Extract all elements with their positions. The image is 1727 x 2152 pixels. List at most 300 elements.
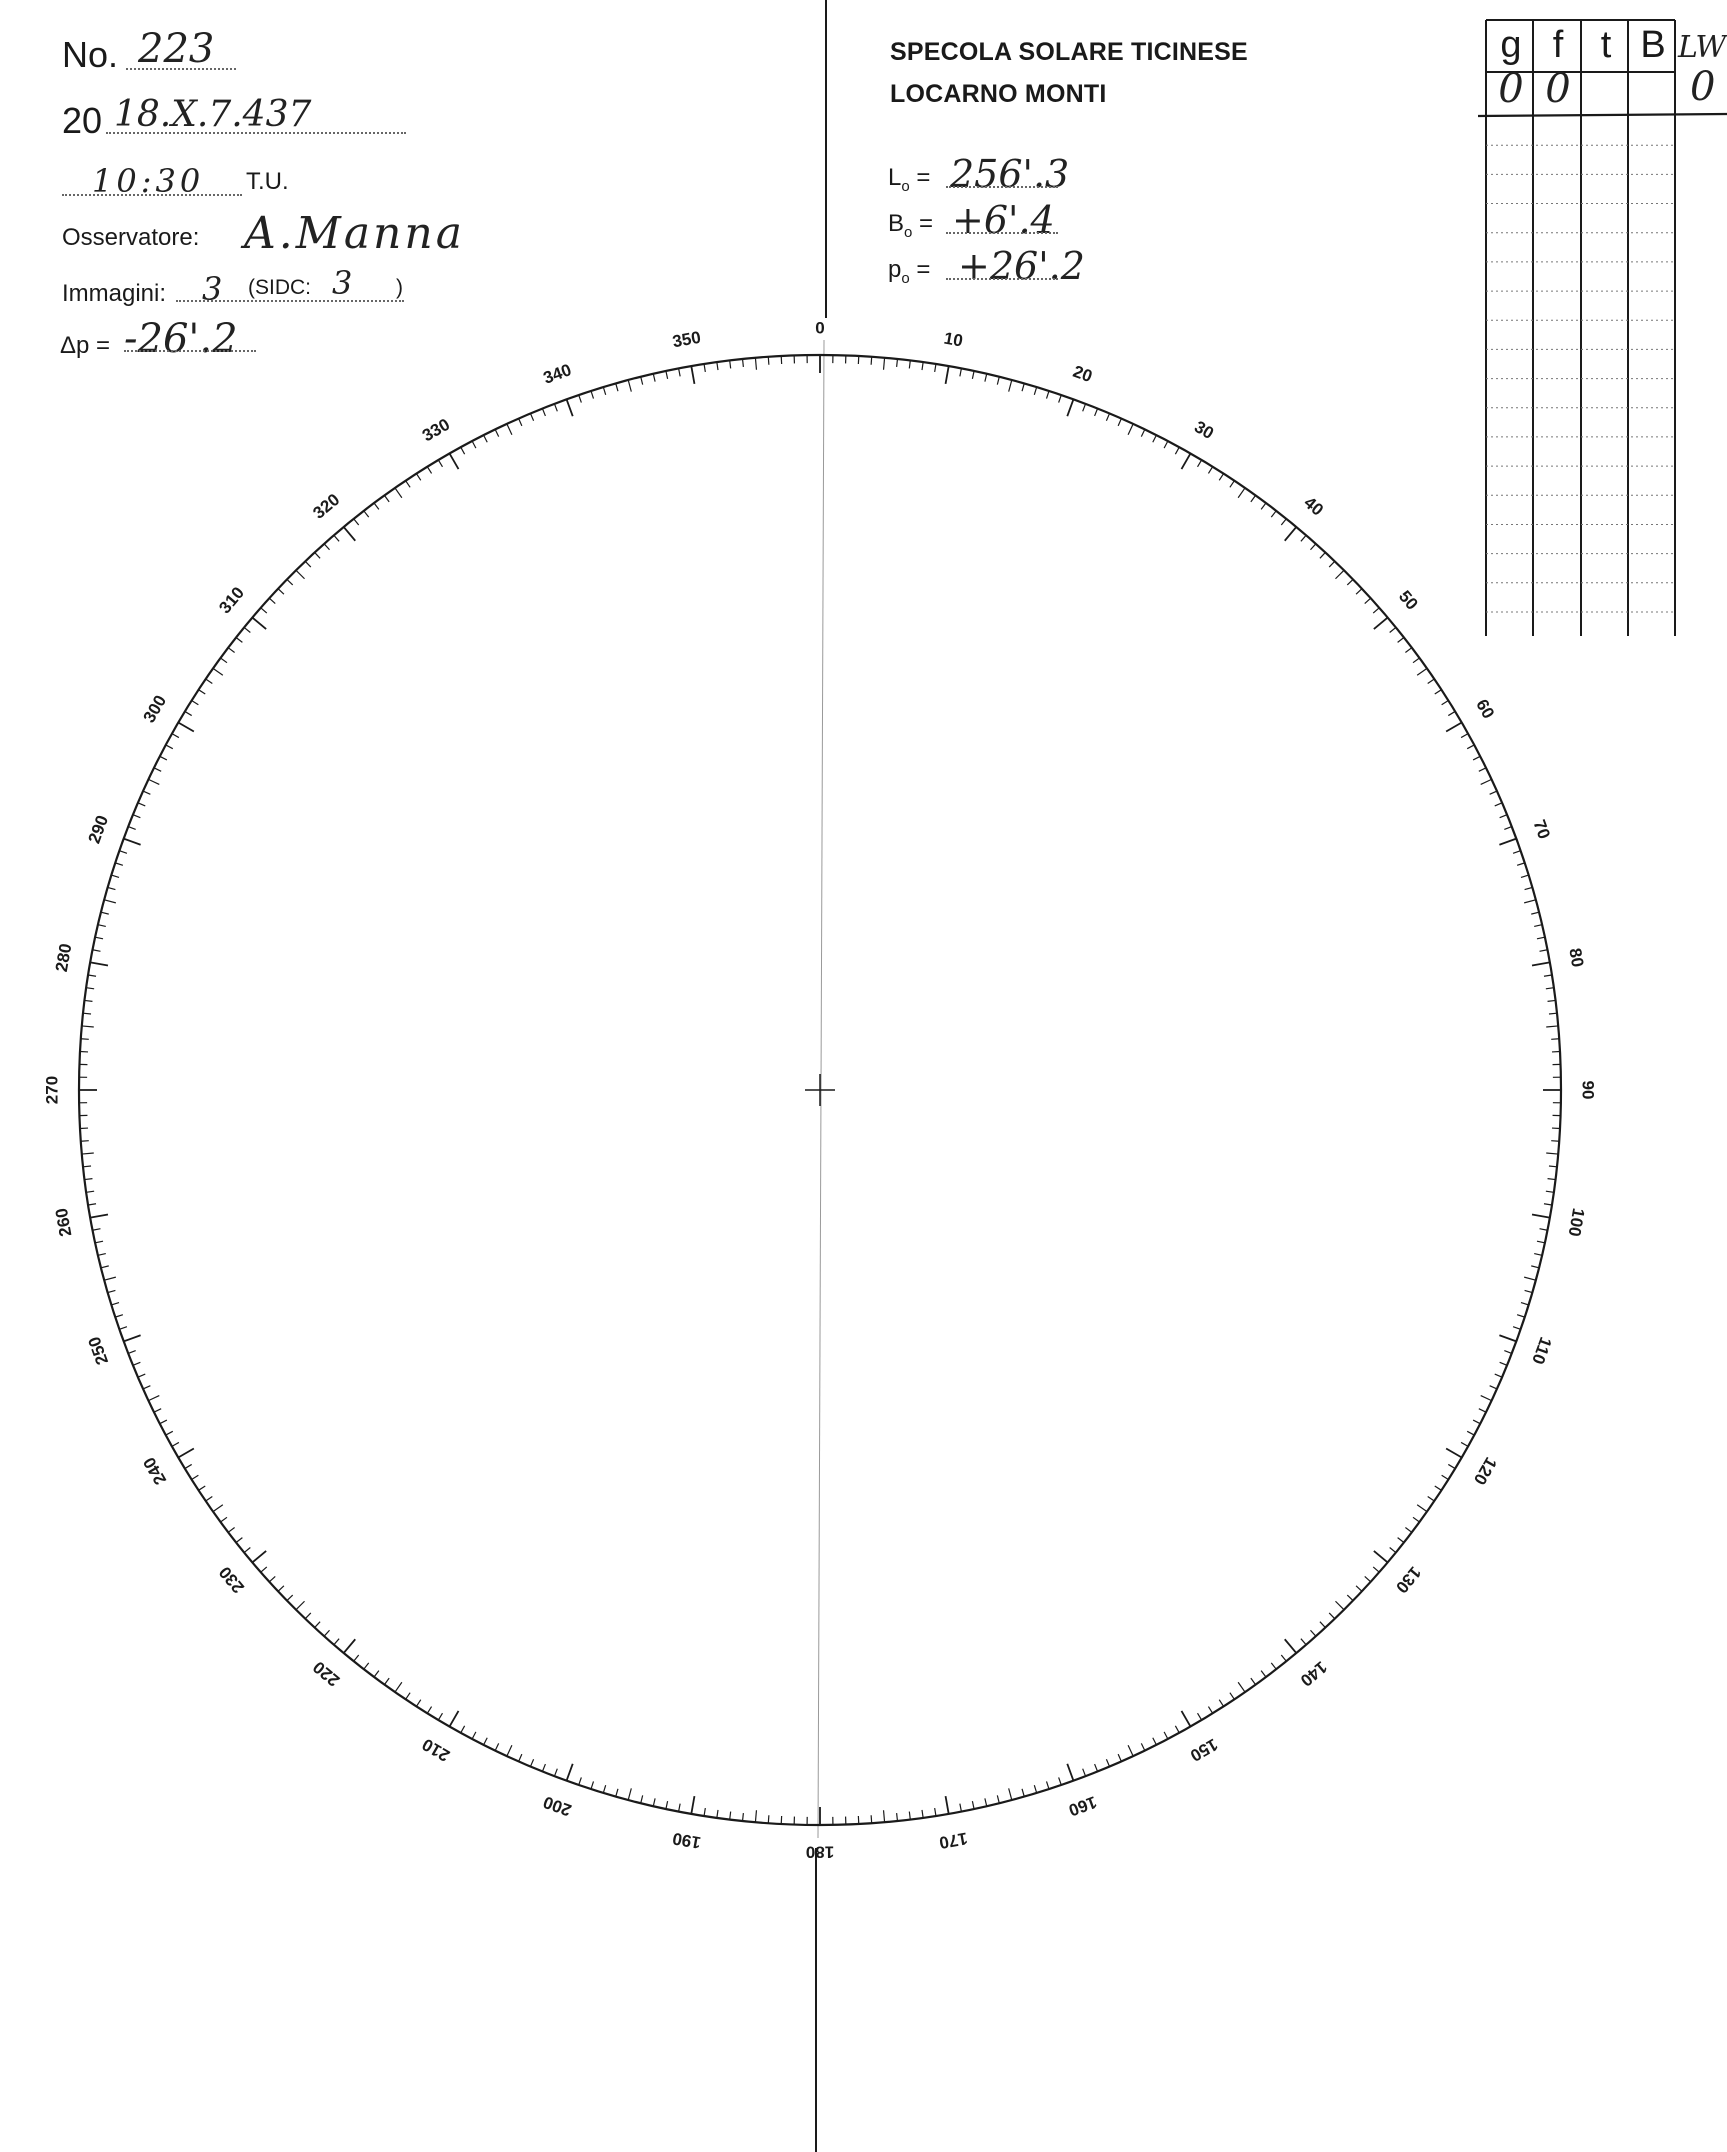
delta-p-value: -26'.2 <box>124 316 238 362</box>
degree-label: 330 <box>418 414 454 446</box>
degree-tick <box>1329 561 1335 567</box>
degree-tick <box>461 1726 465 1733</box>
degree-tick <box>1238 1682 1245 1692</box>
degree-tick <box>1365 598 1371 603</box>
sidc-close: ) <box>396 276 403 299</box>
degree-tick <box>305 1613 311 1619</box>
degree-tick <box>1230 481 1234 488</box>
degree-tick <box>1435 690 1442 694</box>
degree-tick <box>871 357 872 365</box>
degree-label: 140 <box>1296 1657 1331 1691</box>
degree-tick <box>185 1464 192 1468</box>
degree-tick <box>82 1026 94 1027</box>
date-prefix: 20 <box>62 100 103 141</box>
degree-label: 220 <box>309 1657 344 1691</box>
degree-tick <box>730 1812 731 1820</box>
degree-tick <box>691 366 694 384</box>
degree-tick <box>1310 1630 1315 1636</box>
degree-tick <box>82 1153 94 1154</box>
degree-tick <box>354 519 359 525</box>
degree-tick <box>1335 1601 1343 1609</box>
degree-tick <box>1513 851 1521 854</box>
degree-tick <box>93 950 101 952</box>
degree-tick <box>1271 511 1276 517</box>
degree-tick <box>305 561 311 567</box>
degree-tick <box>334 535 339 541</box>
degree-tick <box>199 1486 206 1490</box>
degree-tick <box>1537 937 1545 939</box>
degree-tick <box>236 637 242 642</box>
degree-tick <box>1467 1431 1474 1435</box>
degree-tick <box>554 404 557 411</box>
degree-tick <box>641 377 643 385</box>
degree-tick <box>1083 1769 1086 1776</box>
degree-tick <box>628 1788 631 1800</box>
degree-tick <box>960 1804 962 1812</box>
degree-tick <box>1347 579 1353 585</box>
degree-tick <box>1034 387 1036 395</box>
degree-tick <box>1009 380 1012 392</box>
degree-tick <box>296 570 304 578</box>
degree-tick <box>628 380 631 392</box>
degree-tick <box>1532 962 1550 965</box>
degree-tick <box>1285 1639 1297 1653</box>
degree-tick <box>1534 925 1542 927</box>
degree-tick <box>160 1420 167 1424</box>
degree-tick <box>269 1576 275 1581</box>
degree-label: 200 <box>540 1792 574 1820</box>
degree-tick <box>1540 1229 1548 1231</box>
table-header-lw: LW <box>1678 30 1727 65</box>
degree-tick <box>1261 503 1266 509</box>
degree-label: 320 <box>309 489 344 523</box>
degree-tick <box>567 399 573 416</box>
degree-tick <box>1521 875 1529 877</box>
degree-tick <box>530 413 533 420</box>
degree-tick <box>1517 1315 1525 1317</box>
degree-tick <box>1164 441 1168 448</box>
degree-label: 260 <box>51 1206 76 1238</box>
degree-tick <box>1448 711 1455 715</box>
degree-tick <box>1281 519 1286 525</box>
degree-label: 0 <box>815 318 825 338</box>
degree-tick <box>1499 839 1516 845</box>
degree-tick <box>252 618 266 630</box>
degree-tick <box>90 1215 108 1218</box>
degree-tick <box>985 374 987 382</box>
degree-tick <box>1153 1738 1157 1745</box>
degree-label: 30 <box>1191 417 1217 444</box>
record-number-label: No. <box>62 34 119 75</box>
degree-tick <box>143 1386 150 1389</box>
degree-tick <box>1504 1351 1511 1354</box>
degree-tick <box>484 1738 488 1745</box>
degree-tick <box>166 745 173 749</box>
degree-tick <box>730 360 731 368</box>
degree-tick <box>1537 1241 1545 1243</box>
degree-tick <box>1549 1013 1557 1014</box>
degree-tick <box>166 1431 173 1435</box>
table-header-t: t <box>1600 24 1612 66</box>
degree-tick <box>1467 745 1474 749</box>
degree-tick <box>1356 1586 1362 1591</box>
degree-tick <box>119 851 127 854</box>
degree-tick <box>616 1789 618 1797</box>
sidc-value: 3 <box>332 264 353 302</box>
degree-tick <box>1373 608 1379 613</box>
degree-label: 340 <box>540 360 574 388</box>
degree-tick <box>1230 1693 1234 1700</box>
degree-label: 290 <box>84 812 113 846</box>
degree-label: 190 <box>671 1828 703 1853</box>
degree-tick <box>946 366 949 384</box>
degree-tick <box>95 937 103 939</box>
degree-tick <box>1500 1362 1507 1365</box>
degree-tick <box>128 1351 135 1354</box>
degree-label: 50 <box>1394 586 1422 614</box>
degree-tick <box>1531 912 1539 914</box>
degree-tick <box>115 863 123 865</box>
degree-tick <box>909 360 910 368</box>
degree-tick <box>1500 815 1507 818</box>
degree-tick <box>1095 1764 1098 1771</box>
degree-tick <box>81 1141 89 1142</box>
degree-tick <box>704 1808 705 1816</box>
degree-tick <box>1525 887 1533 889</box>
degree-tick <box>1546 1153 1558 1154</box>
degree-tick <box>1034 1785 1036 1793</box>
b0-label: $B_o$ = <box>888 210 934 241</box>
degree-tick <box>85 1000 93 1001</box>
degree-tick <box>1271 1663 1276 1669</box>
degree-tick <box>1208 467 1212 474</box>
degree-tick <box>1417 1505 1427 1512</box>
degree-label: 90 <box>1578 1080 1598 1100</box>
degree-tick <box>1198 1713 1202 1720</box>
degree-tick <box>1301 535 1306 541</box>
degree-tick <box>228 648 234 653</box>
degree-tick <box>1238 488 1245 498</box>
degree-tick <box>98 1254 106 1256</box>
time-value: 10:30 <box>92 162 205 200</box>
degree-tick <box>278 589 284 594</box>
degree-tick <box>1525 1290 1533 1292</box>
degree-tick <box>1390 627 1396 632</box>
degree-tick <box>1442 1475 1449 1479</box>
degree-label: 120 <box>1469 1453 1501 1489</box>
degree-tick <box>86 988 94 989</box>
degree-tick <box>315 1622 320 1628</box>
degree-label: 40 <box>1300 492 1328 520</box>
institution-title: SPECOLA SOLARE TICINESE <box>890 38 1248 66</box>
degree-tick <box>450 453 459 469</box>
degree-tick <box>653 374 655 382</box>
degree-tick <box>1531 1266 1539 1268</box>
degree-tick <box>1504 827 1511 830</box>
degree-label: 150 <box>1186 1734 1222 1766</box>
degree-tick <box>1128 424 1133 435</box>
degree-tick <box>192 1475 199 1479</box>
degree-tick <box>960 369 962 377</box>
degree-label: 240 <box>139 1453 171 1489</box>
degree-tick <box>507 424 512 435</box>
degree-tick <box>1106 1759 1109 1766</box>
degree-tick <box>148 779 159 784</box>
degree-tick <box>172 1442 179 1446</box>
date-value: 18.X.7.437 <box>114 94 312 135</box>
degree-tick <box>119 1327 127 1330</box>
degree-tick <box>567 1764 573 1781</box>
images-value: 3 <box>202 270 223 308</box>
degree-tick <box>244 627 250 632</box>
degree-tick <box>554 1769 557 1776</box>
degree-tick <box>1390 1548 1396 1553</box>
degree-tick <box>1219 1700 1223 1707</box>
degree-tick <box>909 1812 910 1820</box>
degree-tick <box>530 1759 533 1766</box>
degree-tick <box>717 362 718 370</box>
degree-tick <box>1175 1726 1179 1733</box>
degree-tick <box>128 827 135 830</box>
degree-tick <box>1398 1538 1404 1543</box>
degree-tick <box>88 1204 96 1205</box>
degree-tick <box>591 1781 593 1789</box>
degree-tick <box>972 371 974 379</box>
degree-tick <box>1448 1464 1455 1468</box>
degree-tick <box>111 1303 119 1305</box>
degree-tick <box>1047 1781 1049 1789</box>
degree-tick <box>743 359 744 367</box>
degree-tick <box>244 1548 250 1553</box>
degree-tick <box>143 791 150 794</box>
degree-tick <box>897 359 898 367</box>
degree-tick <box>495 429 499 436</box>
degree-tick <box>1106 413 1109 420</box>
degree-tick <box>427 1707 431 1714</box>
degree-label: 270 <box>42 1075 62 1105</box>
degree-tick <box>1219 474 1223 481</box>
degree-tick <box>1551 1141 1559 1142</box>
degree-tick <box>717 1810 718 1818</box>
degree-tick <box>1164 1732 1168 1739</box>
degree-tick <box>95 1241 103 1243</box>
degree-tick <box>81 1039 89 1040</box>
sidc-label: (SIDC: <box>248 276 311 299</box>
degree-label: 70 <box>1529 817 1554 842</box>
degree-tick <box>86 1191 94 1192</box>
degree-tick <box>261 1567 267 1572</box>
degree-tick <box>364 511 369 517</box>
degree-tick <box>985 1798 987 1806</box>
degree-tick <box>160 756 167 760</box>
degree-tick <box>178 1449 194 1458</box>
degree-label: 350 <box>671 327 703 352</box>
degree-tick <box>1095 409 1098 416</box>
degree-tick <box>1347 1595 1353 1601</box>
degree-tick <box>1373 1567 1379 1572</box>
degree-tick <box>374 503 379 509</box>
degree-tick <box>427 467 431 474</box>
degree-tick <box>997 377 999 385</box>
p0-value: +26'.2 <box>958 244 1085 288</box>
degree-tick <box>1281 1655 1286 1661</box>
degree-tick <box>743 1813 744 1821</box>
degree-tick <box>1446 723 1462 732</box>
degree-tick <box>1479 1409 1486 1413</box>
degree-tick <box>884 358 885 370</box>
degree-tick <box>495 1743 499 1750</box>
degree-tick <box>1374 1551 1388 1563</box>
degree-tick <box>178 723 194 732</box>
degree-tick <box>603 387 605 395</box>
degree-tick <box>768 1815 769 1823</box>
degree-tick <box>1499 1335 1516 1341</box>
degree-tick <box>666 371 668 379</box>
degree-tick <box>1329 1613 1335 1619</box>
degree-label: 250 <box>84 1334 113 1368</box>
delta-p-label: Δp = <box>60 332 111 359</box>
degree-tick <box>897 1813 898 1821</box>
degree-tick <box>252 1551 266 1563</box>
degree-tick <box>85 1179 93 1180</box>
degree-tick <box>679 1804 681 1812</box>
degree-tick <box>1435 1486 1442 1490</box>
degree-tick <box>755 358 756 370</box>
degree-tick <box>83 1166 91 1167</box>
degree-tick <box>1417 668 1427 675</box>
degree-tick <box>1473 756 1480 760</box>
degree-tick <box>154 768 161 772</box>
degree-tick <box>1544 975 1552 976</box>
degree-tick <box>591 391 593 399</box>
degree-tick <box>416 1700 420 1707</box>
record-number-value: 223 <box>138 26 215 72</box>
degree-tick <box>542 1764 545 1771</box>
degree-tick <box>154 1409 161 1413</box>
degree-tick <box>315 552 320 558</box>
degree-tick <box>1059 1777 1062 1785</box>
degree-tick <box>755 1810 756 1822</box>
degree-tick <box>616 383 618 391</box>
degree-tick <box>115 1315 123 1317</box>
degree-tick <box>1022 383 1024 391</box>
degree-tick <box>1428 679 1435 683</box>
degree-tick <box>344 1639 356 1653</box>
degree-tick <box>484 435 488 442</box>
degree-tick <box>1490 791 1497 794</box>
degree-tick <box>104 1277 116 1280</box>
degree-label: 230 <box>215 1562 249 1597</box>
central-meridian <box>818 340 824 1838</box>
observer-label: Osservatore: <box>62 224 200 251</box>
degree-tick <box>519 1754 522 1761</box>
degree-tick <box>287 1595 293 1601</box>
p0-label: $p_o$ = <box>888 256 931 287</box>
degree-tick <box>108 887 116 889</box>
degree-tick <box>287 579 293 585</box>
degree-tick <box>1067 399 1073 416</box>
degree-tick <box>1374 618 1388 630</box>
degree-tick <box>972 1801 974 1809</box>
degree-tick <box>324 544 329 550</box>
degree-tick <box>691 1796 694 1814</box>
degree-tick <box>1320 552 1325 558</box>
degree-tick <box>1083 404 1086 411</box>
degree-tick <box>1405 648 1411 653</box>
degree-tick <box>450 1711 459 1727</box>
degree-tick <box>922 1810 923 1818</box>
degree-tick <box>579 1777 582 1785</box>
degree-tick <box>1540 950 1548 952</box>
degree-tick <box>1047 391 1049 399</box>
degree-tick <box>374 1671 379 1677</box>
degree-tick <box>192 701 199 705</box>
degree-tick <box>653 1798 655 1806</box>
images-label: Immagini: <box>62 280 167 307</box>
degree-tick <box>438 1713 442 1720</box>
degree-tick <box>507 1745 512 1756</box>
observer-value: A.Manna <box>244 208 465 259</box>
degree-label: 160 <box>1066 1792 1100 1820</box>
degree-label: 20 <box>1070 361 1095 387</box>
degree-tick <box>90 962 108 965</box>
degree-tick <box>133 815 140 818</box>
degree-tick <box>1141 429 1145 436</box>
degree-label: 80 <box>1565 946 1588 969</box>
degree-tick <box>1521 1303 1529 1305</box>
degree-tick <box>1413 1517 1419 1522</box>
degree-tick <box>579 395 582 403</box>
degree-label: 100 <box>1564 1206 1589 1238</box>
degree-tick <box>1128 1745 1133 1756</box>
degree-tick <box>1495 1374 1502 1377</box>
degree-tick <box>1067 1764 1073 1781</box>
degree-tick <box>269 598 275 603</box>
degree-tick <box>1546 988 1554 989</box>
degree-tick <box>364 1663 369 1669</box>
degree-tick <box>542 409 545 416</box>
degree-label: 60 <box>1472 696 1499 722</box>
degree-tick <box>1473 1420 1480 1424</box>
degree-tick <box>1365 1576 1371 1581</box>
degree-tick <box>93 1229 101 1231</box>
degree-label: 210 <box>418 1734 454 1766</box>
degree-tick <box>104 900 116 903</box>
degree-tick <box>1251 495 1256 501</box>
degree-tick <box>101 912 109 914</box>
degree-tick <box>1481 779 1492 784</box>
degree-tick <box>1175 447 1179 454</box>
degree-tick <box>1118 1754 1121 1761</box>
table-value-lw: 0 <box>1690 64 1716 110</box>
degree-tick <box>1442 701 1449 705</box>
degree-tick <box>1251 1678 1256 1684</box>
degree-label: 310 <box>215 583 249 618</box>
degree-tick <box>1320 1622 1325 1628</box>
degree-tick <box>1405 1528 1411 1533</box>
degree-tick <box>438 460 442 467</box>
degree-tick <box>1356 589 1362 594</box>
degree-tick <box>1310 544 1315 550</box>
degree-label: 300 <box>139 691 171 727</box>
degree-label: 10 <box>942 328 965 351</box>
degree-tick <box>1479 768 1486 772</box>
degree-tick <box>1495 803 1502 806</box>
degree-tick <box>603 1785 605 1793</box>
degree-tick <box>1513 1327 1521 1330</box>
degree-tick <box>1532 1215 1550 1218</box>
degree-tick <box>384 495 389 501</box>
